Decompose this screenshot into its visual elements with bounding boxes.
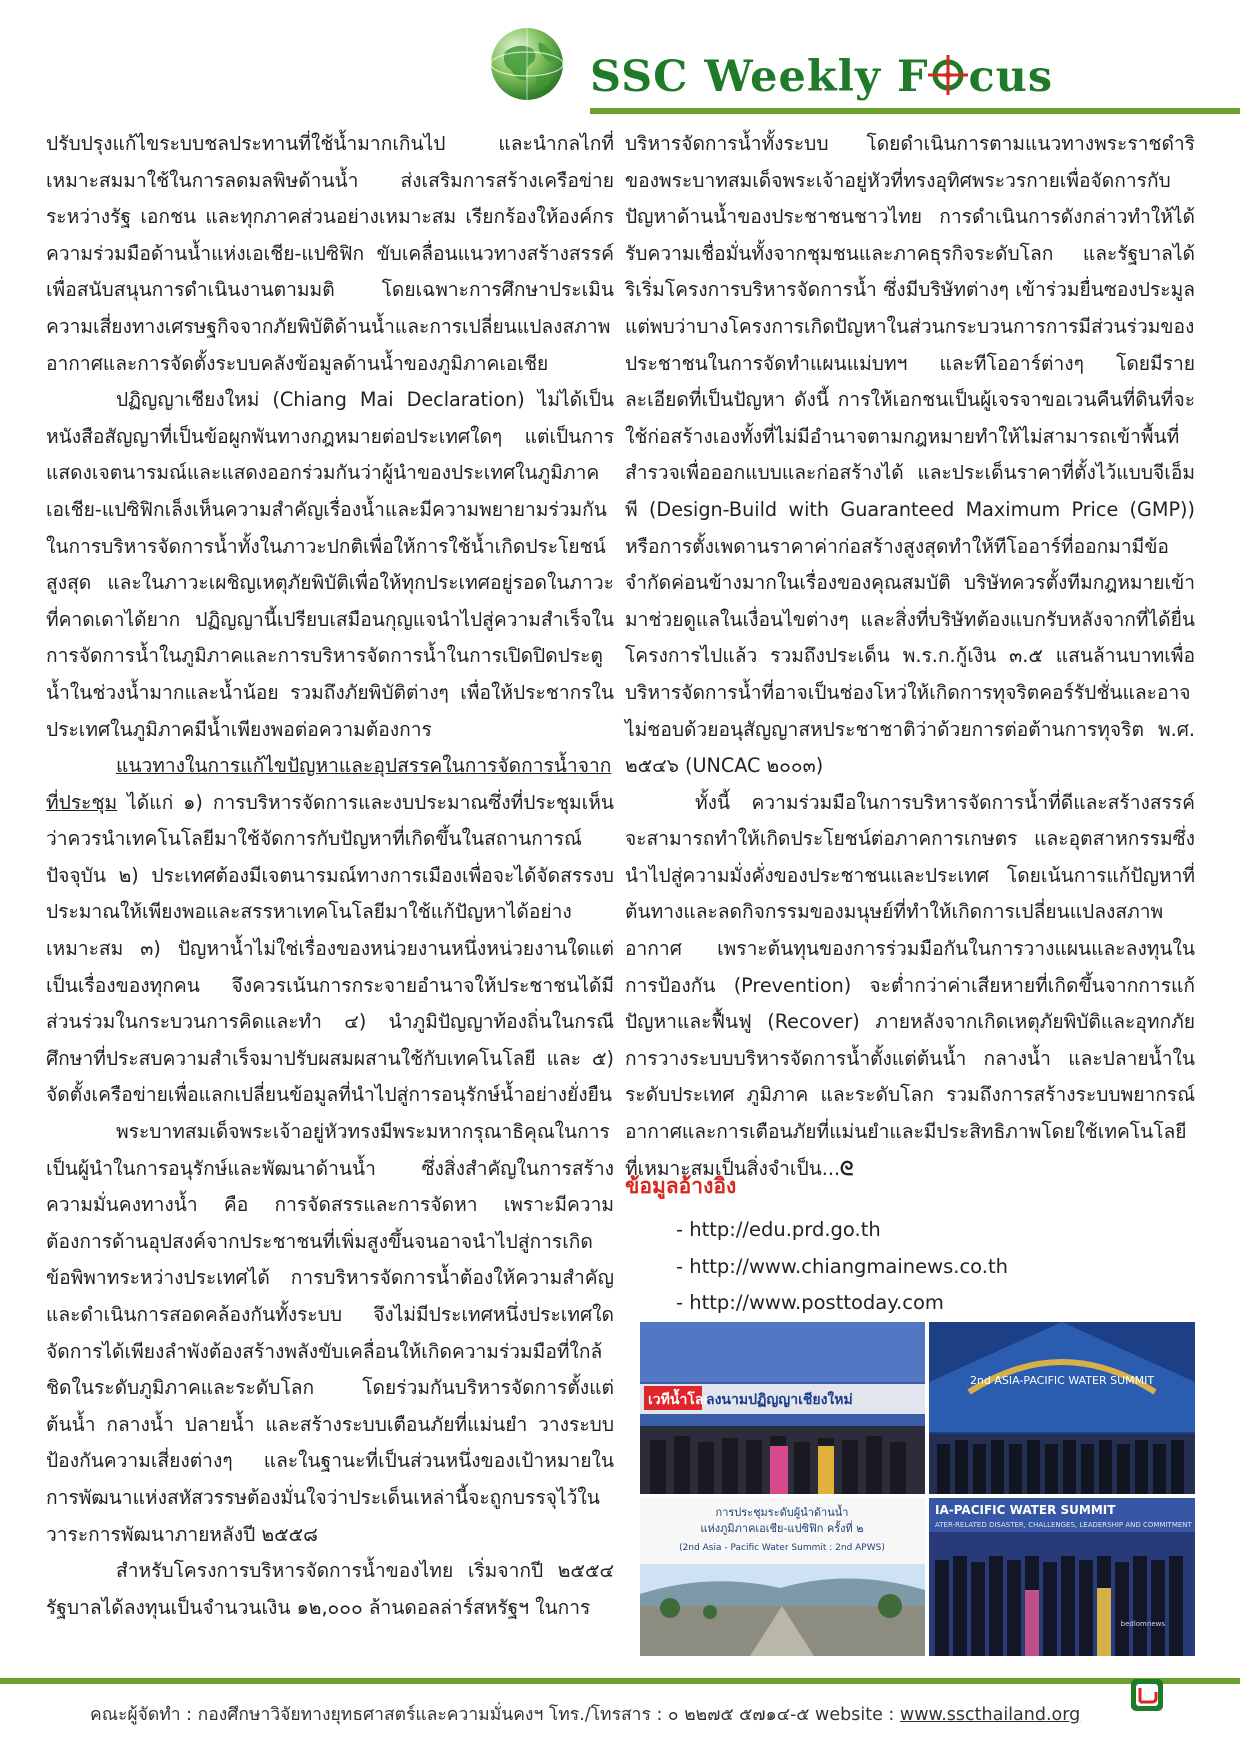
masthead-title-part2: cus: [968, 52, 1054, 102]
left-paragraph-3: [46, 748, 614, 1114]
left-paragraph-2: ปฏิญญาเชียงใหม่ (Chiang Mai Declaration) ไม่ได้เป็นหนังสือสัญญาที่เป็นข้อผูกพันทางกฎหมายต่อประเทศใดๆ แต่เป็นการแสดงเจตนารมณ์และแสดงออกร่วมกันว่าผู้นำของประเทศในภูมิภาคเอเชีย-แปซิฟิกเล็งเห็นความสำคัญเรื่องน้ำและมีความพยายามร่วมกันในการบริหารจัดการน้ำทั้งในภาวะปกติเพื่อให้การใช้น้ำเกิดประโยชน์สูงสุด และในภาวะเผชิญเหตุภัยพิบัติเพื่อให้ทุกประเทศอยู่รอดในภาวะที่คาดเดาได้ยาก ปฏิญญานี้เปรียบเสมือนกุญแจนำไปสู่ความสำเร็จในการจัดการน้ำในภูมิภาคและการบริหารจัดการน้ำในการเปิดปิดประตูน้ำในช่วงน้ำมากและน้ำน้อย รวมถึงภัยพิบัติต่างๆ เพื่อให้ประชากรในประเทศในภูมิภาคมีน้ำเพียงพอต่อความต้องการ: [46, 388, 614, 741]
footer-credits: [90, 1700, 1080, 1728]
crosshair-icon: [928, 55, 968, 95]
photo3-line3: (2nd Asia - Pacific Water Summit : 2nd APWS): [679, 1543, 885, 1553]
right-paragraph-1: บริหารจัดการน้ำทั้งระบบ โดยดำเนินการตามแนวทางพระราชดำริของพระบาทสมเด็จพระเจ้าอยู่หัวที่ทรงอุทิศพระวรกายเพื่อจัดการกับปัญหาด้านน้ำของประชาชนชาวไทย การดำเนินการดังกล่าวทำให้ได้รับความเชื่อมั่นทั้งจากชุมชนและภาคธุรกิจระดับโลก และรัฐบาลได้ริเริ่มโครงการบริหารจัดการน้ำ ซึ่งมีบริษัทต่างๆ เข้าร่วมยื่นซองประมูล แต่พบว่าบางโครงการเกิดปัญหาในส่วนกระบวนการการมีส่วนร่วมของประชาชนในการจัดทำแผนแม่บทฯ และทีโออาร์ต่างๆ โดยมีรายละเอียดที่เป็นปัญหา ดังนี้ การให้เอกชนเป็นผู้เจรจาขอเวนคืนที่ดินที่จะใช้ก่อสร้างเองทั้งที่ไม่มีอำนาจตามกฎหมายทำให้ไม่สามารถเข้าพื้นที่สำรวจเพื่อออกแบบและก่อสร้างได้ และประเด็นราคาที่ตั้งไว้แบบจีเอ็มพี (Design-Build with Guaranteed Maximum Price (GMP)) หรือการตั้งเพดานราคาค่าก่อสร้างสูงสุดทำให้ทีโออาร์ที่ออกมามีข้อจำกัดค่อนข้างมากในเรื่องของคุณสมบัติ บริษัทควรตั้งทีมกฎหมายเข้ามาช่วยดูแลในเงื่อนไขต่างๆ และสิ่งที่บริษัทต้องแบกรับหลังจากที่ได้ยื่นโครงการไปแล้ว รวมถึงประเด็น พ.ร.ก.กู้เงิน ๓.๕ แสนล้านบาทเพื่อบริหารจัดการน้ำที่อาจเป็นช่องโหว่ให้เกิดการทุจริตคอร์รัปชั่นและอาจไม่ชอบด้วยอนุสัญญาสหประชาชาติว่าด้วยการต่อต้านการทุจริต พ.ศ. ๒๕๔๖ (UNCAC ๒๐๐๓): [625, 132, 1195, 778]
right-paragraph-2-text: ทั้งนี้ ความร่วมมือในการบริหารจัดการน้ำที่ดีและสร้างสรรค์จะสามารถทำให้เกิดประโยชน์ต่อภาคการเกษตร และอุตสาหกรรมซึ่งนำไปสู่ความมั่งคั่งของประชาชนและประเทศ โดยเน้นการแก้ปัญหาที่ต้นทางและลดกิจกรรมของมนุษย์ที่ทำให้เกิดการเปลี่ยนแปลงสภาพอากาศ เพราะต้นทุนของการร่วมมือกันในการวางแผนและลงทุนในการป้องกัน (Prevention) จะต่ำกว่าค่าเสียหายที่เกิดขึ้นจากการแก้ปัญหาและฟื้นฟู (Recover) ภายหลังจากเกิดเหตุภัยพิบัติและอุทกภัย การวางระบบบริหารจัดการน้ำตั้งแต่ต้นน้ำ กลางน้ำ และปลายน้ำในระดับประเทศ ภูมิภาค และระดับโลก รวมถึงการสร้างระบบพยากรณ์อากาศและการเตือนภัยที่แม่นยำและมีประสิทธิภาพโดยใช้เทคโนโลยีที่เหมาะสมเป็นสิ่งจำเป็น...: [625, 790, 1195, 1180]
reference-link[interactable]: - http://www.posttoday.com: [676, 1285, 1008, 1322]
photo4-watermark: bedlomnews: [1120, 1620, 1165, 1628]
page-header: [0, 0, 1240, 118]
photo-summit-venue: [640, 1498, 925, 1656]
guideline-body: ได้แก่ ๑) การบริหารจัดการและงบประมาณซึ่งที่ประชุมเห็นว่าควรนำเทคโนโลยีมาใช้จัดการกับปัญหาที่เกิดขึ้นในสถานการณ์ปัจจุบัน ๒) ประเทศต้องมีเจตนารมณ์ทางการเมืองเพื่อจะได้จัดสรรงบประมาณให้เพียงพอและสรรหาเทคโนโลยีมาใช้แก้ปัญหาได้อย่างเหมาะสม ๓) ปัญหาน้ำไม่ใช่เรื่องของหน่วยงานหนึ่งหน่วยงานใดแต่เป็นเรื่องของทุกคน จึงควรเน้นการกระจายอำนาจให้ประชาชนได้มีส่วนร่วมในกระบวนการคิดและทำ ๔) นำภูมิปัญญาท้องถิ่นในกรณีศึกษาที่ประสบความสำเร็จมาปรับผสมผสานใช้กับเทคโนโลยี และ ๕) จัดตั้งเครือข่ายเพื่อแลกเปลี่ยนข้อมูลที่นำไปสู่การอนุรักษ์น้ำอย่างยั่งยืน: [46, 790, 614, 1107]
guideline-heading: แนวทางในการแก้ไขปัญหาและอุปสรรคในการจัดการน้ำจากที่ประชุม: [46, 754, 612, 814]
references-list: [676, 1212, 1008, 1322]
left-paragraph-5: สำหรับโครงการบริหารจัดการน้ำของไทย เริ่มจากปี ๒๕๕๔ รัฐบาลได้ลงทุนเป็นจำนวนเงิน ๑๒,๐๐๐ ล้านดอลล่าร์สหรัฐฯ ในการ: [46, 1559, 614, 1619]
photo4-sub: ATER-RELATED DISASTER, CHALLENGES, LEADERSHIP AND COMMITMENT: [935, 1521, 1192, 1529]
photo-leaders-group: [929, 1498, 1195, 1656]
photo4-banner: IA-PACIFIC WATER SUMMIT: [935, 1503, 1116, 1517]
masthead-title: [590, 52, 1053, 102]
left-paragraph-4: พระบาทสมเด็จพระเจ้าอยู่หัวทรงมีพระมหากรุณาธิคุณในการเป็นผู้นำในการอนุรักษ์และพัฒนาด้านน้ำ ซึ่งสิ่งสำคัญในการสร้างความมั่นคงทางน้ำ คือ การจัดสรรและการจัดหา เพราะมีความต้องการด้านอุปสงค์จากประชาชนที่เพิ่มสูงขึ้นจนอาจนำไปสู่การเกิดข้อพิพาทระหว่างประเทศได้ การบริหารจัดการน้ำต้องให้ความสำคัญและดำเนินการสอดคล้องกันทั้งระบบ จึงไม่มีประเทศหนึ่งประเทศใดจัดการได้เพียงลำพังต้องสร้างพลังขับเคลื่อนให้เกิดความร่วมมือที่ใกล้ชิดในระดับภูมิภาคและระดับโลก โดยร่วมกันบริหารจัดการตั้งแต่ต้นน้ำ กลางน้ำ ปลายน้ำ และสร้างระบบเตือนภัยที่แม่นยำ วางระบบป้องกันความเสี่ยงต่างๆ และในฐานะที่เป็นส่วนหนึ่งของเป้าหมายในการพัฒนาแห่งสหัสวรรษต้องมั่นใจว่าประเด็นเหล่านี้จะถูกบรรจุไว้ในวาระการพัฒนาภายหลังปี ๒๕๕๘: [46, 1120, 614, 1546]
photo3-line1: การประชุมระดับผู้นำด้านน้ำ: [715, 1506, 849, 1519]
photo2-caption: 2nd ASIA-PACIFIC WATER SUMMIT: [969, 1374, 1155, 1387]
footer-text: คณะผู้จัดทำ : กองศึกษาวิจัยทางยุทธศาสตร์และความมั่นคงฯ โทร./โทรสาร : ๐ ๒๒๗๕ ๕๗๑๔-๕ website :: [90, 1705, 900, 1725]
reference-link[interactable]: - http://www.chiangmainews.co.th: [676, 1249, 1008, 1286]
right-paragraph-2: [625, 785, 1195, 1188]
photo1-banner: เวทีน้ำโลก: [648, 1392, 712, 1408]
ssc-logo-icon: [1130, 1678, 1164, 1712]
left-paragraph-1: ปรับปรุงแก้ไขระบบชลประทานที่ใช้น้ำมากเกินไป และนำกลไกที่เหมาะสมมาใช้ในการลดมลพิษด้านน้ำ ส่งเสริมการสร้างเครือข่ายระหว่างรัฐ เอกชน และทุกภาคส่วนอย่างเหมาะสม เรียกร้องให้องค์กรความร่วมมือด้านน้ำแห่งเอเชีย-แปซิฟิก ขับเคลื่อนแนวทางสร้างสรรค์เพื่อสนับสนุนการดำเนินงานตามมติ โดยเฉพาะการศึกษาประเมินความเสี่ยงทางเศรษฐกิจจากภัยพิบัติด้านน้ำและการเปลี่ยนแปลงสภาพอากาศและการจัดตั้งระบบคลังข้อมูลด้านน้ำของภูมิภาคเอเชีย: [46, 132, 614, 375]
right-column: [625, 126, 1195, 1187]
footer-rule: [0, 1678, 1240, 1684]
masthead-title-part1: SSC Weekly F: [590, 52, 929, 102]
left-column: [46, 126, 614, 1626]
reference-link[interactable]: - http://edu.prd.go.th: [676, 1212, 1008, 1249]
globe-logo-icon: [487, 24, 567, 104]
photo-summit-stage: [929, 1322, 1195, 1494]
references-title: ข้อมูลอ้างอิง: [625, 1174, 737, 1198]
photo-declaration-signing: [640, 1322, 925, 1494]
footer-website-link[interactable]: www.sscthailand.org: [899, 1705, 1081, 1725]
photo1-caption: ลงนามปฏิญญาเชียงใหม่: [706, 1392, 853, 1408]
header-rule: [590, 108, 1240, 114]
photo3-line2: แห่งภูมิภาคเอเชีย-แปซิฟิก ครั้งที่ ๒: [700, 1522, 864, 1535]
end-mark-icon: ᘓ: [840, 1156, 854, 1180]
